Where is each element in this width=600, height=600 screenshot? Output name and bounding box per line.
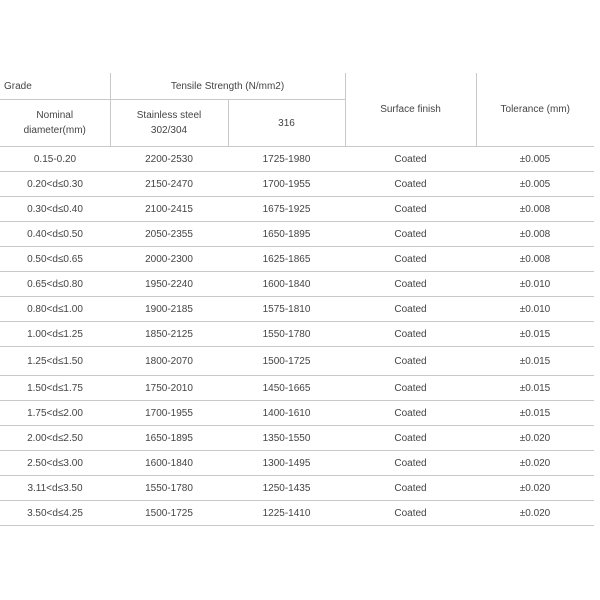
table-row [0,426,594,451]
tolerance-cell: ±0.015 [476,347,594,376]
surface-finish-cell: Coated [345,247,476,272]
diameter-cell: 2.50<d≤3.00 [0,451,110,476]
header-row-primary [0,73,594,100]
table-row [0,222,594,247]
stainless-316-cell: 1725-1980 [228,147,345,172]
surface-finish-cell: Coated [345,197,476,222]
tolerance-cell: ±0.005 [476,147,594,172]
tolerance-cell: ±0.020 [476,451,594,476]
tolerance-cell: ±0.020 [476,426,594,451]
table-row [0,147,594,172]
diameter-cell: 0.30<d≤0.40 [0,197,110,222]
surface-finish-cell: Coated [345,401,476,426]
surface-finish-cell: Coated [345,451,476,476]
tolerance-cell: ±0.015 [476,322,594,347]
diameter-cell: 0.20<d≤0.30 [0,172,110,197]
stainless-316-cell: 1700-1955 [228,172,345,197]
diameter-cell: 3.50<d≤4.25 [0,501,110,526]
stainless-302-304-cell: 1500-1725 [110,501,228,526]
table-row [0,297,594,322]
table-row [0,247,594,272]
stainless-302-304-cell: 2000-2300 [110,247,228,272]
tolerance-header: Tolerance (mm) [476,73,594,147]
diameter-cell: 2.00<d≤2.50 [0,426,110,451]
diameter-cell: 0.40<d≤0.50 [0,222,110,247]
stainless-316-cell: 1350-1550 [228,426,345,451]
table-row [0,401,594,426]
grade-header: Grade [0,73,110,100]
surface-finish-cell: Coated [345,501,476,526]
diameter-cell: 1.00<d≤1.25 [0,322,110,347]
tolerance-cell: ±0.015 [476,401,594,426]
stainless-302-304-cell: 1750-2010 [110,376,228,401]
tolerance-cell: ±0.020 [476,501,594,526]
stainless-302-304-cell: 2200-2530 [110,147,228,172]
table-row [0,172,594,197]
surface-finish-cell: Coated [345,172,476,197]
stainless-302-304-cell: 1900-2185 [110,297,228,322]
grade-316-header: 316 [228,100,345,147]
stainless-302-304-cell: 1600-1840 [110,451,228,476]
tensile-strength-header: Tensile Strength (N/mm2) [110,73,345,100]
stainless-302-304-cell: 2100-2415 [110,197,228,222]
diameter-cell: 0.65<d≤0.80 [0,272,110,297]
surface-finish-cell: Coated [345,222,476,247]
tolerance-cell: ±0.015 [476,376,594,401]
stainless-302-304-cell: 1850-2125 [110,322,228,347]
tolerance-cell: ±0.008 [476,247,594,272]
surface-finish-cell: Coated [345,347,476,376]
stainless-steel-label: Stainless steel 302/304 [136,110,202,136]
table-row [0,322,594,347]
surface-finish-cell: Coated [345,426,476,451]
stainless-316-cell: 1575-1810 [228,297,345,322]
stainless-302-304-cell: 1700-1955 [110,401,228,426]
diameter-cell: 0.15-0.20 [0,147,110,172]
table-row [0,272,594,297]
stainless-316-cell: 1600-1840 [228,272,345,297]
diameter-cell: 0.50<d≤0.65 [0,247,110,272]
surface-finish-cell: Coated [345,322,476,347]
stainless-steel-header [110,100,228,147]
diameter-cell: 3.11<d≤3.50 [0,476,110,501]
surface-finish-cell: Coated [345,272,476,297]
surface-finish-cell: Coated [345,147,476,172]
surface-finish-header: Surface finish [345,73,476,147]
tolerance-cell: ±0.010 [476,272,594,297]
table-row [0,347,594,376]
surface-finish-cell: Coated [345,376,476,401]
diameter-cell: 1.75<d≤2.00 [0,401,110,426]
stainless-316-cell: 1675-1925 [228,197,345,222]
diameter-cell: 1.50<d≤1.75 [0,376,110,401]
stainless-316-cell: 1450-1665 [228,376,345,401]
table-row [0,476,594,501]
table-data-rows [0,147,594,526]
table-row [0,501,594,526]
stainless-302-304-cell: 1800-2070 [110,347,228,376]
table-body [0,73,594,147]
stainless-316-cell: 1500-1725 [228,347,345,376]
diameter-cell: 1.25<d≤1.50 [0,347,110,376]
nominal-diameter-header [0,100,110,147]
stainless-302-304-cell: 1550-1780 [110,476,228,501]
diameter-cell: 0.80<d≤1.00 [0,297,110,322]
tolerance-cell: ±0.008 [476,222,594,247]
stainless-316-cell: 1225-1410 [228,501,345,526]
table-row [0,451,594,476]
tolerance-cell: ±0.010 [476,297,594,322]
stainless-316-cell: 1550-1780 [228,322,345,347]
stainless-316-cell: 1250-1435 [228,476,345,501]
stainless-302-304-cell: 2050-2355 [110,222,228,247]
stainless-316-cell: 1300-1495 [228,451,345,476]
tolerance-cell: ±0.020 [476,476,594,501]
tolerance-cell: ±0.005 [476,172,594,197]
stainless-316-cell: 1625-1865 [228,247,345,272]
nominal-diameter-label: Nominal diameter(mm) [23,110,86,136]
stainless-316-cell: 1400-1610 [228,401,345,426]
tolerance-cell: ±0.008 [476,197,594,222]
table-row [0,376,594,401]
surface-finish-cell: Coated [345,476,476,501]
stainless-302-304-cell: 1950-2240 [110,272,228,297]
surface-finish-cell: Coated [345,297,476,322]
specification-table [0,73,594,526]
stainless-316-cell: 1650-1895 [228,222,345,247]
stainless-302-304-cell: 1650-1895 [110,426,228,451]
table-row [0,197,594,222]
stainless-302-304-cell: 2150-2470 [110,172,228,197]
